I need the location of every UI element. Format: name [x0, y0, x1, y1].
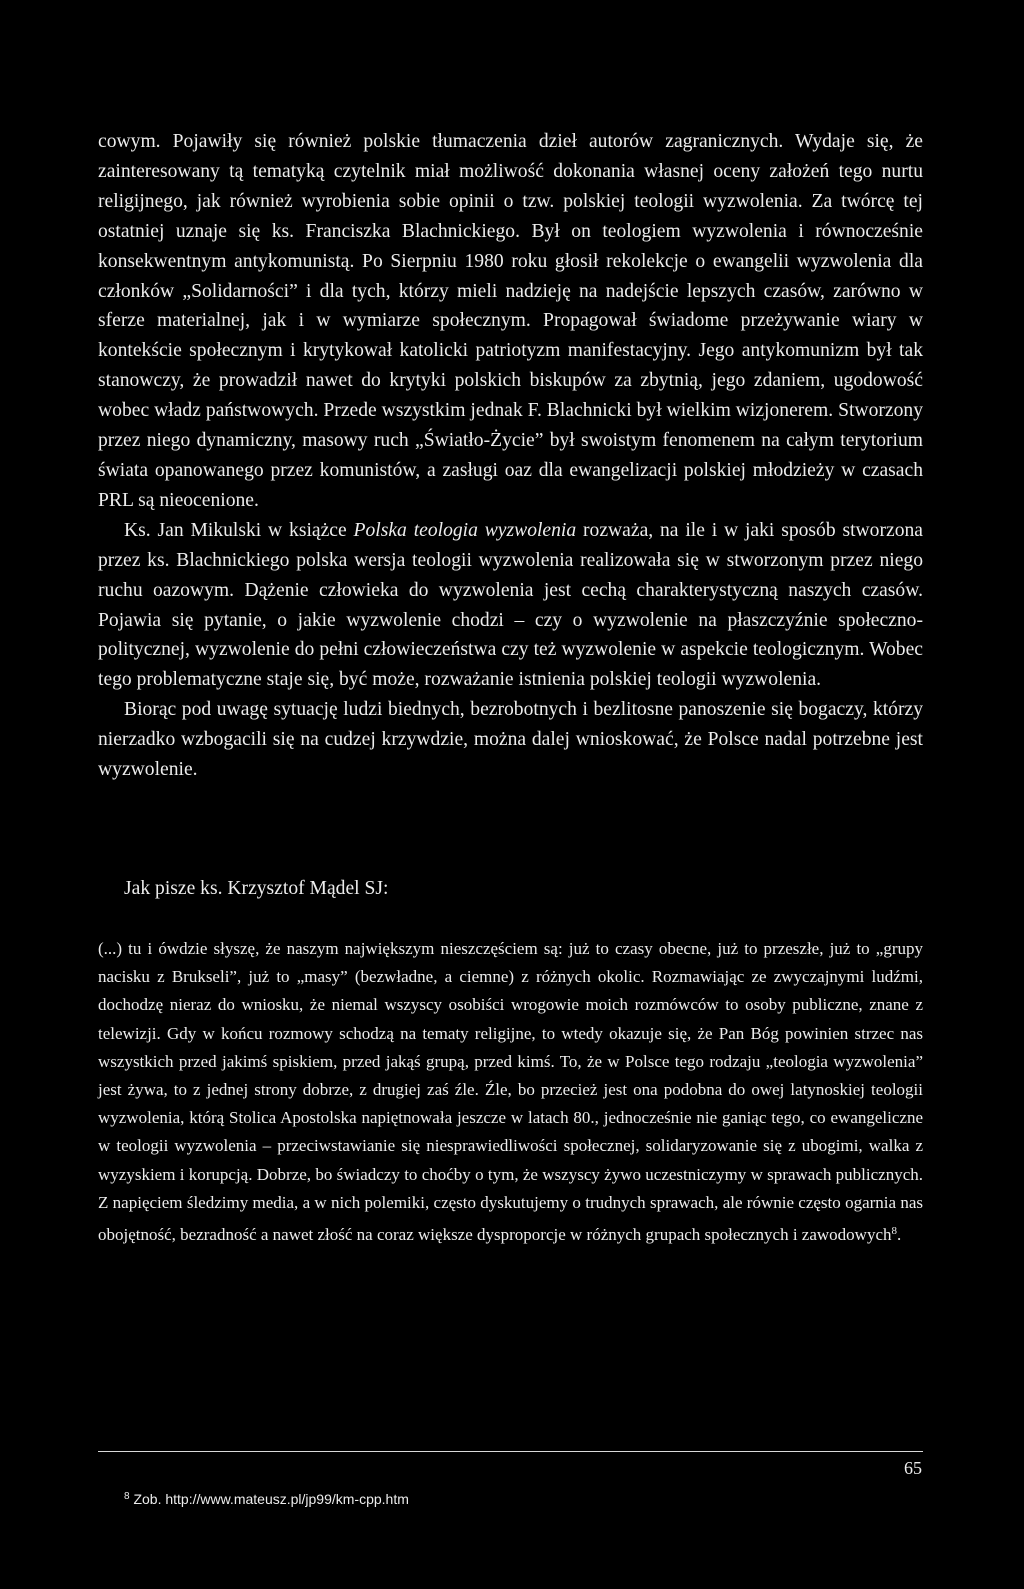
quote-body: (...) tu i ówdzie słyszę, że naszym największym nieszczęściem są: już to czasy obecne, już to przeszłe, już to „grupy nacisku z Brukseli”, już to „masy” (bezwładne, a ciemne) z różnych okolic. Rozmawiając ze zwyczajnymi ludźmi, dochodzę nieraz do wniosku, że niemal wszyscy osobiści wrogowie moich rozmówców to osoby publiczne, znane z telewizji. Gdy w końcu rozmowy schodzą na tematy religijne, to wtedy okazuje się, że Pan Bóg powinien strzec nas wszystkich przed jakimś spiskiem, przed jakąś grupą, przed kimś. To, że w Polsce tego rodzaju „teologia wyzwolenia” jest żywa, to z jednej strony dobrze, z drugiej zaś źle. Źle, bo przecież jest ona podobna do owej latynoskiej teologii wyzwolenia, którą Stolica Apostolska napiętnowała jeszcze w latach 80., jednocześnie nie ganiąc tego, co ewangeliczne w teologii wyzwolenia – przeciwstawianie się niesprawiedliwości społecznej, solidaryzowanie się z ubogimi, walka z wyzyskiem i korupcją. Dobrze, bo świadczy to choćby o tym, że wszyscy żywo uczestniczymy w sprawach publicznych. Z napięciem śledzimy media, a w nich polemiki, często dyskutujemy o trudnych sprawach, ale równie często ogarnia nas obojętność, bezradność a nawet złość na coraz większe dysproporcje w różnych grupach społecznych i zawodowych [98, 939, 923, 1245]
footnote-reference: 8 [891, 1225, 897, 1238]
main-text [98, 127, 923, 785]
footnote-text: Zob. http://www.mateusz.pl/jp99/km-cpp.htm [129, 1491, 409, 1507]
block-quote [98, 935, 923, 1249]
footnote-divider [98, 1451, 923, 1452]
block-quote-text [98, 935, 923, 1249]
paragraph-2 [98, 516, 923, 695]
paragraph-2-text-after: rozważa, na ile i w jaki sposób stworzona przez ks. Blachnickiego polska wersja teologii wyzwolenia realizowała się w stworzonym przez niego ruchu oazowym. Dążenie człowieka do wyzwolenia jest cechą charakterystyczną naszych czasów. Pojawia się pytanie, o jakie wyzwolenie chodzi – czy o wyzwolenie na płaszczyźnie społeczno-politycznej, wyzwolenie do pełni człowieczeństwa czy też wyzwolenie w aspekcie teologicznym. Wobec tego problematyczne staje się, być może, rozważanie istnienia polskiej teologii wyzwolenia. [98, 519, 923, 691]
footnote-marker: 8 [124, 1491, 130, 1502]
paragraph-1: cowym. Pojawiły się również polskie tłumaczenia dzieł autorów zagranicznych. Wydaje się, że zainteresowany tą tematyką czytelnik miał możliwość dokonania własnej oceny założeń tego nurtu religijnego, jak również wyrobienia sobie opinii o tzw. polskiej teologii wyzwolenia. Za twórcę tej ostatniej uznaje się ks. Franciszka Blachnickiego. Był on teologiem wyzwolenia i równocześnie konsekwentnym antykomunistą. Po Sierpniu 1980 roku głosił rekolekcje o ewangelii wyzwolenia dla członków „Solidarności” i dla tych, którzy mieli nadzieję na nadejście lepszych czasów, zarówno w sferze materialnej, jak i w wymiarze społecznym. Propagował świadome przeżywanie wiary w kontekście społecznym i krytykował katolicki patriotyzm manifestacyjny. Jego antykomunizm był tak stanowczy, że prowadził nawet do krytyki polskich biskupów za zbytnią, jego zdaniem, ugodowość wobec władz państwowych. Przede wszystkim jednak F. Blachnicki był wielkim wizjonerem. Stworzony przez niego dynamiczny, masowy ruch „Światło-Życie” był swoistym fenomenem na całym terytorium świata opanowanego przez komunistów, a zasługi oaz dla ewangelizacji polskiej młodzieży w czasach PRL są nieocenione. [98, 131, 923, 511]
quote-intro: Jak pisze ks. Krzysztof Mądel SJ: [124, 878, 389, 899]
paragraph-2-text-before: Ks. Jan Mikulski w książce [124, 519, 354, 541]
page-number: 65 [904, 1458, 922, 1478]
quote-end: . [897, 1225, 902, 1245]
paragraph-3: Biorąc pod uwagę sytuację ludzi biednych, bezrobotnych i bezlitosne panoszenie się bogaczy, którzy nierzadko wzbogacili się na cudzej krzywdzie, można dalej wnioskować, że Polsce nadal potrzebne jest wyzwolenie. [98, 699, 923, 781]
book-title: Polska teologia wyzwolenia [353, 519, 577, 541]
footnote [124, 1488, 409, 1508]
